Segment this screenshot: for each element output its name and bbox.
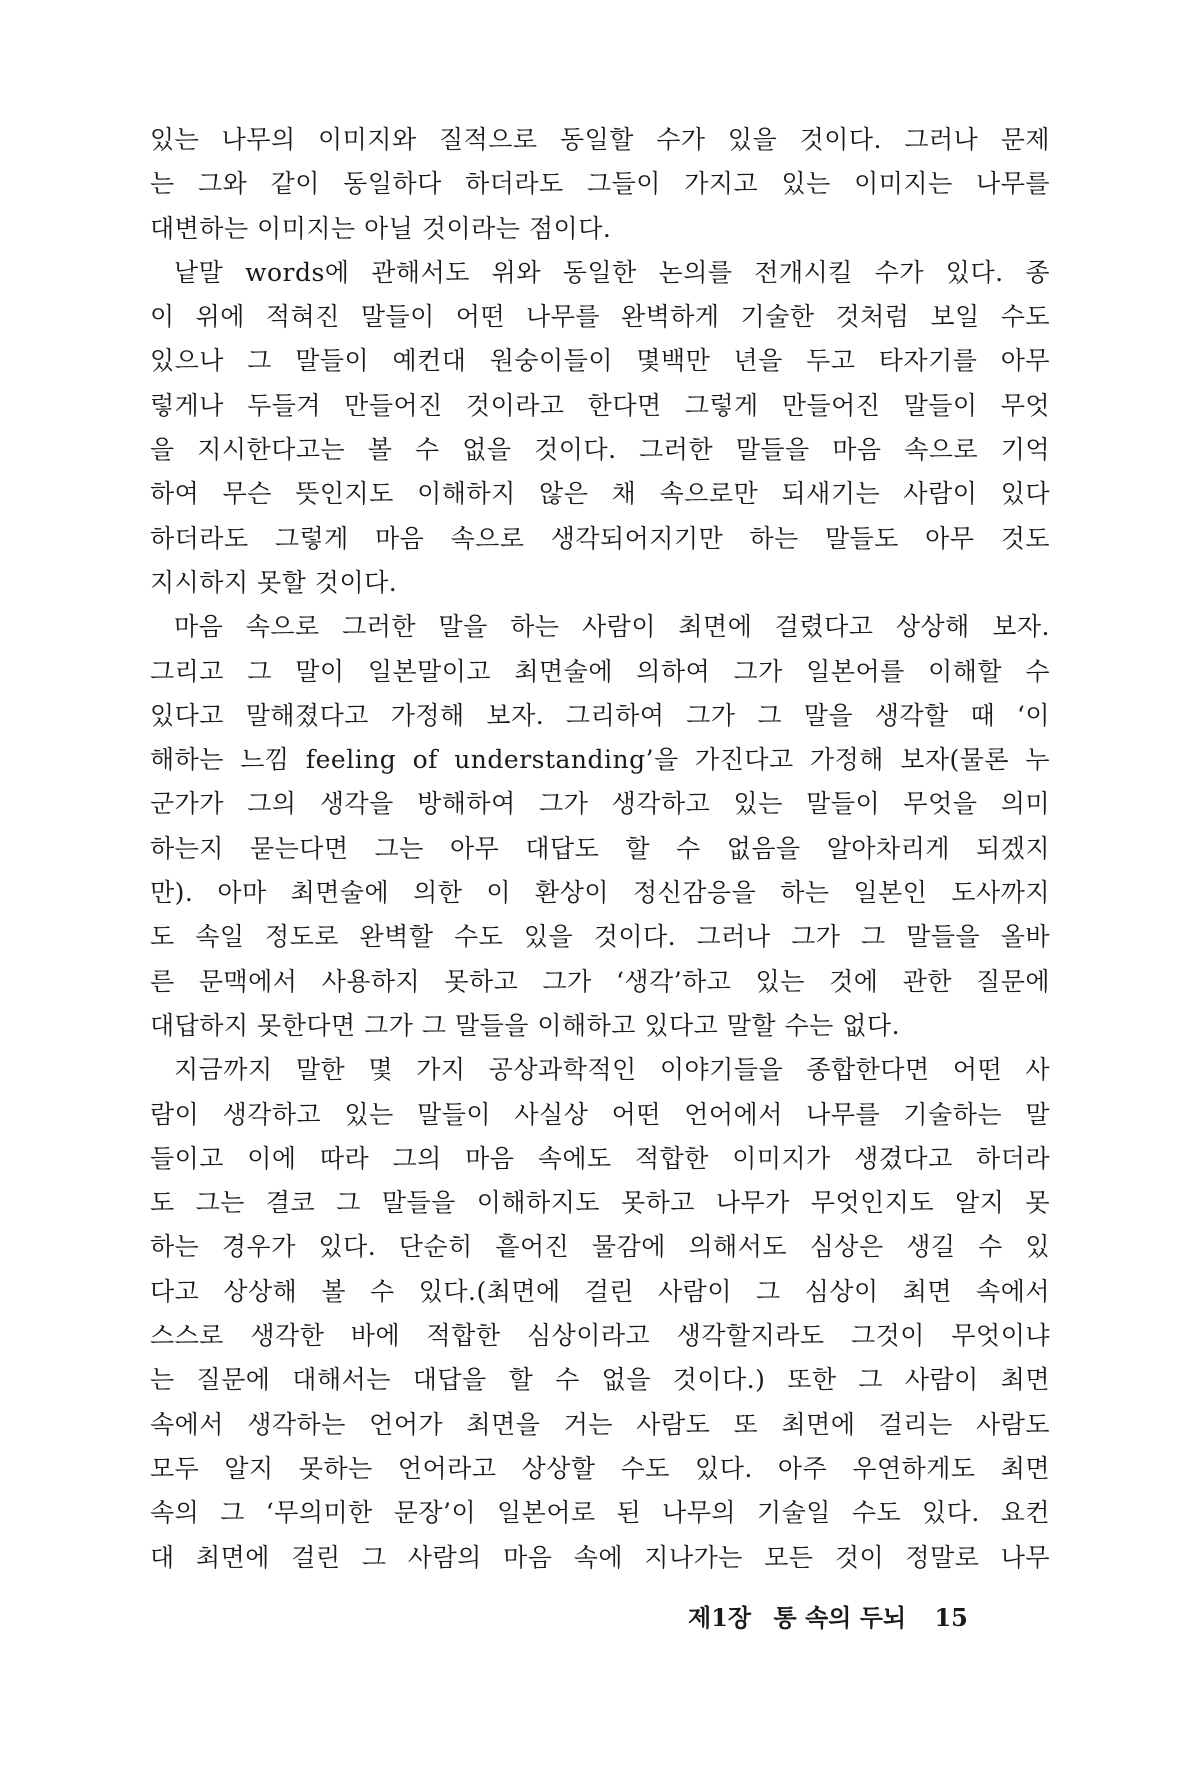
text-line: 속에서 생각하는 언어가 최면을 거는 사람도 또 최면에 걸리는 사람도 <box>150 1409 1050 1439</box>
page-number: 15 <box>934 1603 968 1632</box>
text-line: 다고 상상해 볼 수 있다.(최면에 걸린 사람이 그 심상이 최면 속에서 <box>150 1276 1050 1306</box>
text-line: 있는 나무의 이미지와 질적으로 동일할 수가 있을 것이다. 그러나 문제 <box>150 125 1050 154</box>
text-line: 하는 경우가 있다. 단순히 흩어진 물감에 의해서도 심상은 생길 수 있 <box>150 1232 1050 1262</box>
text-line: 하더라도 그렇게 마음 속으로 생각되어지기만 하는 말들도 아무 것도 <box>150 523 1050 553</box>
text-line: 른 문맥에서 사용하지 못하고 그가 ‘생각’하고 있는 것에 관한 질문에 <box>150 966 1050 996</box>
text-line: 그리고 그 말이 일본말이고 최면술에 의하여 그가 일본어를 이해할 수 <box>150 656 1050 686</box>
text-line: 하여 무슨 뜻인지도 이해하지 않은 채 속으로만 되새기는 사람이 있다 <box>150 479 1050 509</box>
text-line: 대답하지 못한다면 그가 그 말들을 이해하고 있다고 말할 수는 없다. <box>150 1010 901 1040</box>
text-line: 도 속일 정도로 완벽할 수도 있을 것이다. 그러나 그가 그 말들을 올바 <box>150 922 1050 952</box>
text-line: 대변하는 이미지는 아닐 것이라는 점이다. <box>150 213 612 243</box>
text-line: 속의 그 ‘무의미한 문장’이 일본어로 된 나무의 기술일 수도 있다. 요컨 <box>150 1498 1050 1528</box>
body-text <box>150 118 1050 1580</box>
text-line: 스스로 생각한 바에 적합한 심상이라고 생각할지라도 그것이 무엇이냐 <box>150 1321 1050 1351</box>
text-line: 마음 속으로 그러한 말을 하는 사람이 최면에 걸렸다고 상상해 보자. <box>174 612 1050 642</box>
text-line: 지금까지 말한 몇 가지 공상과학적인 이야기들을 종합한다면 어떤 사 <box>174 1055 1050 1085</box>
text-line: 해하는 느낌 feeling of understanding’을 가진다고 가정해 보자(물론 누 <box>150 745 1050 775</box>
text-line: 만). 아마 최면술에 의한 이 환상이 정신감응을 하는 일본인 도사까지 <box>150 878 1050 908</box>
text-line: 지시하지 못할 것이다. <box>150 567 398 597</box>
text-line: 낱말 words에 관해서도 위와 동일한 논의를 전개시킬 수가 있다. 종 <box>174 257 1050 287</box>
text-line: 렇게나 두들겨 만들어진 것이라고 한다면 그렇게 만들어진 말들이 무엇 <box>150 390 1050 420</box>
text-line: 들이고 이에 따라 그의 마음 속에도 적합한 이미지가 생겼다고 하더라 <box>150 1143 1050 1173</box>
text-line: 군가가 그의 생각을 방해하여 그가 생각하고 있는 말들이 무엇을 의미 <box>150 789 1050 819</box>
running-footer <box>688 1598 968 1633</box>
text-line: 있으나 그 말들이 예컨대 원숭이들이 몇백만 년을 두고 타자기를 아무 <box>150 346 1050 376</box>
text-line: 람이 생각하고 있는 말들이 사실상 어떤 언어에서 나무를 기술하는 말 <box>150 1099 1050 1129</box>
text-line: 도 그는 결코 그 말들을 이해하지도 못하고 나무가 무엇인지도 알지 못 <box>150 1188 1050 1218</box>
text-line: 이 위에 적혀진 말들이 어떤 나무를 완벽하게 기술한 것처럼 보일 수도 <box>150 302 1050 332</box>
text-line: 있다고 말해졌다고 가정해 보자. 그리하여 그가 그 말을 생각할 때 ‘이 <box>150 700 1050 730</box>
text-line: 을 지시한다고는 볼 수 없을 것이다. 그러한 말들을 마음 속으로 기억 <box>150 435 1050 465</box>
chapter-title: 통 속의 두뇌 <box>773 1603 907 1632</box>
chapter-label: 제1장 <box>688 1603 752 1632</box>
text-line: 모두 알지 못하는 언어라고 상상할 수도 있다. 아주 우연하게도 최면 <box>150 1453 1050 1483</box>
text-line: 하는지 묻는다면 그는 아무 대답도 할 수 없음을 알아차리게 되겠지 <box>150 833 1050 863</box>
text-line: 는 그와 같이 동일하다 하더라도 그들이 가지고 있는 이미지는 나무를 <box>150 169 1050 199</box>
text-line: 대 최면에 걸린 그 사람의 마음 속에 지나가는 모든 것이 정말로 나무 <box>150 1542 1050 1572</box>
text-line: 는 질문에 대해서는 대답을 할 수 없을 것이다.) 또한 그 사람이 최면 <box>150 1365 1050 1395</box>
